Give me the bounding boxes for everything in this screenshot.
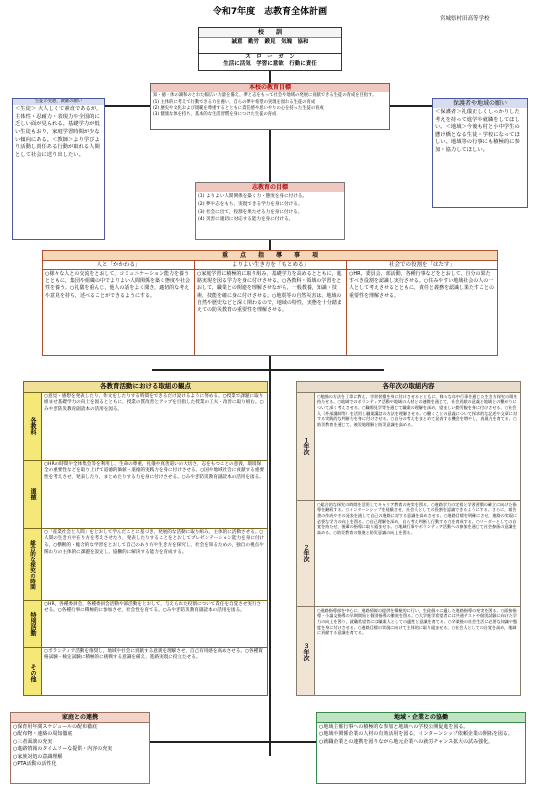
school-name: 宮城県村田高等学校 xyxy=(440,16,490,22)
school-goal-item: (1) 主体的に考えて行動できる力を養い，自らの夢や希望の実現を図れる生徒の育成 xyxy=(153,99,316,105)
focus-col-head: よりよい生き方を「もとめる」 xyxy=(195,261,346,270)
kokorozashi-goal-item: (4) 災害に適切に対応する能力を身に付ける。 xyxy=(198,217,294,223)
family-box xyxy=(10,712,150,784)
motto-label: 校 訓 xyxy=(199,28,341,38)
school-goal-item: (3) 健康な体を持ち，基本的な生活習慣を身につけた生徒の育成 xyxy=(153,112,277,118)
community-item: ○地域や関係企業の人材の有効活用を図る。インターンシップ依頼企業の開拓を図る。 xyxy=(319,731,513,738)
focus-col-text: ○HR，委員会，部活動，各種行事などをとおして，自分の果たすべき役割を認識し実行させる。○住みやすい地域社会の人の一人として考えさせるとともに，責任と義務を認識し果たすことの重要性を理解させる。 xyxy=(349,271,495,299)
perspectives-title: 各教育活動における取組の観点 xyxy=(24,382,267,393)
kokorozashi-goal-item: (2) 夢や志をもち，実現できる学力を身に付ける。 xyxy=(198,201,303,207)
kokorozashi-goal-item: (3) 社会に出て，役割を果たせる力を身に付ける。 xyxy=(198,209,303,215)
perspective-label: その他 xyxy=(24,648,42,696)
yearly-title: 各年次の取組内容 xyxy=(297,382,520,393)
year-text: ○進路指導部を中心に，進路情報の提供を積極的に行い，生徒個々に適した進路指導の充実を図る。○面接指導・小論文指導の早期開始と個別指導の徹底を図る。○大学進学希望者には共通テストや個別試験に向けた学力の向上を図り，就職希望者には職業人としての適性と意識を育てる。○卒業後の社会生活に必要な知識や態度を身に付けさせる。○進路目標の実現に向けて主体的に取り組ませる。○社会人としての自覚を高め，地域に貢献する意識を育てる。 xyxy=(317,607,518,636)
focus-box xyxy=(42,250,498,356)
perspective-text: ○HRの時間や全体集会等を利用し，生命の尊重，礼儀や真善道いの大切さ，志をもつことの意義，環境保全の重要性などを取り上げて道徳的価値・道徳的実践力を身に付けさせる。○国や地域社会に貢献する重要性を考えさせ，発表したり，まとめたりする力を身に付けさせる。○みやぎ防災教育副読本の活用を図る。 xyxy=(44,461,264,481)
perspective-text: ○意見・感想を発表したり，作文をしたりする時間をできるだけ設けるように努める。○授業で課題に取り組ませ基礎学力の向上を図るとともに，授業の質改善とアップを目指した授業の工夫・改善に取り組む。○みやぎ防災教育副読本の活用を図る。 xyxy=(44,393,264,413)
focus-col-head: 社会での役割を「はたす」 xyxy=(347,261,497,270)
community-title: 地域・企業との協働 xyxy=(317,713,525,723)
year-label: ２年次 xyxy=(297,501,315,606)
family-item: ○家族対処の意識理解 xyxy=(13,753,63,760)
kokorozashi-goal-title: 志教育の目標 xyxy=(196,183,344,192)
perspective-label: 総合的な探究の時間 xyxy=(24,529,42,600)
motto-box xyxy=(198,27,342,54)
year-label: ３年次 xyxy=(297,607,315,696)
year-text: ○勉強の方法を丁寧に教え，学習習慣を身に付けさせるとともに，様々な年中行事を通じた生き方探究の場を持たせる。○地域でのボランティア活動や地域の人材との連携を通じて，社会貢献の意義と地域との繋がりについて深く考えさせる。○職場見学等を通じて職業の理解を深め，望ましい勤労観を身に付けさせる。○社会人（外部講師等）を活用し職業講話の方法を理解させる。○働くことの意義について探求的な記述や文章に対する実践的な判断力を身に付けさせる。○自分の考えをまとめて発表する機会を増やし，表現力を育てる。○防災教育を通じて，被災地理解と防災意識を高める。 xyxy=(317,393,518,427)
perspective-text: ○「産業社会と人間」をとおして学んだことに基づき，発展的な活動に取り組み，主体的に活動させる。○人間の生き方や在り方を考えさせたり，発表したりすることをとおしてプレゼンテーション能力を身に付ける。○横断的・総合的な学習をとおして自己のあり方や生き方を探究し，社会を知るための，独自の視点や関わりの主体的に課題を設定し，協働的に解決する能力を育成する。 xyxy=(44,529,265,555)
perspectives-box xyxy=(23,381,268,696)
community-box xyxy=(316,712,526,784)
slogan-label: ス ロ ー ガ ン xyxy=(245,54,295,60)
student-reality-title: 生徒の実態，教師の願い xyxy=(13,99,104,105)
school-goal-box xyxy=(150,83,390,130)
community-item: ○就職企業との連携を図りながら地元企業への就労チャンス拡大の試み強化。 xyxy=(319,738,494,745)
focus-col-text: ○家庭学習に積極的に取り組み，基礎学力を高めるとともに，進路実現を図る学力を身に付けさせる。○各教科・領域の学習をとおして，職業との関連を理解させながら，一般教養，知識・技術，技能を確に身に付けさせる。○地震等の自然災害は，地域の自然や歴史などと深く関わるので，地域の特性，実態を十分踏まえての防災教育の重要性を理解させる。 xyxy=(197,271,342,313)
family-item: ○三者面談の充実 xyxy=(13,738,53,745)
school-goal-item: (2) 歴史や文化および規範を尊重するとともに責任感や思いやりの心を持った生徒の育成 xyxy=(153,106,324,112)
family-title: 家庭との連携 xyxy=(11,713,149,723)
perspective-label: 道徳 xyxy=(24,461,42,528)
year-text: ○総合的な探究の時間を活用してキャリア教育の充実を図る。○進路学力の定着と学習習慣の確立に向けた指導を継続する。○インターンシップを経験させ，社会人としての役割を認識できるようにする。さらに，報告書の作成やその発表を通して自己の進路に対する意識を高めさせる。○進路目標を明確にさせ，進路の実現に必要な学力の向上を図る。○自己理解を深め，自ら考え判断し行動する力を育成する。○リーダーとしての自覚を持たせ，後輩の指導に取り組ませる。○地域行事やボランティア活動への参加を通じて社会参画の意識を高める。○防災教育の推進と防災意識の向上を図る。 xyxy=(317,501,517,535)
page-title: 令和7年度 志教育全体計画 xyxy=(212,7,328,17)
perspective-text: ○HR，各種委員会，各種委員会活動や部活動をとおして，与えられた役割について責任を自覚させ実行させる。○各種行事に積極的に参加させ，社会性を育てる。○みやぎ防災教育副読本の活用を図る。 xyxy=(44,601,262,614)
family-item: ○進路情報のタイムリーな提供・内容の充実 xyxy=(13,746,113,753)
year-label: １年次 xyxy=(297,393,315,500)
focus-title: 重 点 指 導 事 項 xyxy=(43,251,497,261)
yearly-box xyxy=(296,381,521,696)
student-reality-text: ＜生徒＞ 大人しくて素直であるが，主体性・忍耐力・表現力や全国的に乏しい面が見られる。基礎学力が低い生徒もおり，家庭学習時間が少ない傾向にある。＜教師＞より学びより活動し責任ある行動が取れる人間として社会に送り出したい。 xyxy=(15,106,102,158)
family-item: ○PTA活動の活性化 xyxy=(13,760,57,767)
parents-wish-title: 保護者や地域の願い xyxy=(433,99,527,108)
parents-wish-text: ＜保護者＞礼儀正しくしっかりした考えを持って進学や就職をしてほしい。＜地域＞今後も村と小中学生の懸け橋となる生徒・学校になってほしい。地域等の行事にも積極的に参加・協力してほしい。 xyxy=(435,109,520,153)
focus-col-head: 人と「かかわる」 xyxy=(43,261,194,270)
focus-col-text: ○様々な人との交流をとおして，コミュニケーション能力を養うとともに，集団や組織の中でよりよい人間関係を築く態度や社会性を養う。○礼儀を重んじ，他人の話をよく聞き，適切的な考えや意見を持ち，述べることができるようにする。 xyxy=(45,271,191,299)
perspective-text: ○ボランティア活動を推奨し，地域や社会に貢献する意義を理解させ，自己有用感を高めさせる。○各種資格試験・検定試験に積極的に挑戦する意識を備え，進路実現に役立たせる。 xyxy=(44,648,263,661)
school-goal-title: 本校の教育目標 xyxy=(151,84,389,92)
slogan-text: 生活に活気 学習に意欲 行動に責任 xyxy=(223,61,317,68)
slogan-box xyxy=(198,53,342,71)
perspective-label: 各教科 xyxy=(24,393,42,460)
perspective-label: 特別活動 xyxy=(24,601,42,647)
student-reality-box xyxy=(12,98,105,240)
family-item: ○保育用年間スケジュールの配布徹底 xyxy=(13,724,98,730)
family-item: ○配布物・連絡の周知徹底 xyxy=(13,731,73,738)
kokorozashi-goal-box xyxy=(195,182,345,240)
parents-wish-box xyxy=(432,98,528,208)
school-goal-lead: 知・徳・体の調和のとれた幅広い力量を備え，夢と志をもって社会や地域の発展に貢献できる生徒の育成を目指す。 xyxy=(153,93,377,99)
kokorozashi-goal-item: (1) よりよい人間関係を築く力・態度を身に付ける。 xyxy=(198,194,308,199)
community-item: ○地域主催行事への積極的な参加と地域への学校公開促進を図る。 xyxy=(319,724,469,730)
motto-text: 誠意 勤労 鍛見 気魄 協和 xyxy=(231,39,309,45)
